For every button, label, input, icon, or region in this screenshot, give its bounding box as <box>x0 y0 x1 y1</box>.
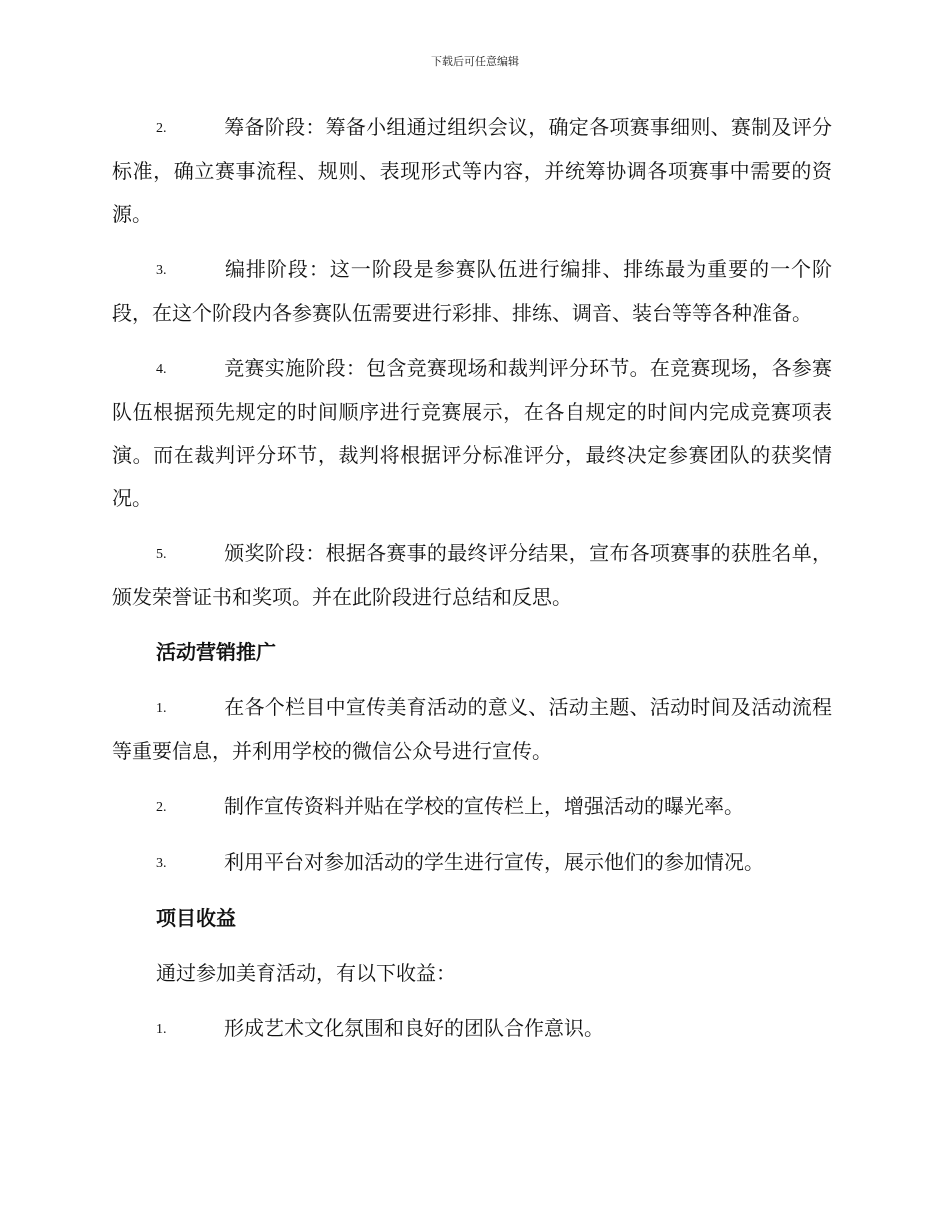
list-text: 利用平台对参加活动的学生进行宣传，展示他们的参加情况。 <box>224 850 764 874</box>
list-number: 1. <box>156 701 167 716</box>
list-text: 筹备阶段：筹备小组通过组织会议，确定各项赛事细则、赛制及评分标准，确立赛事流程、规则、表现形式等内容，并统筹协调各项赛事中需要的资源。 <box>112 115 832 226</box>
list-number: 5. <box>156 547 167 562</box>
list-item-stage-3 <box>112 248 832 335</box>
list-item-stage-5 <box>112 532 832 619</box>
list-item-marketing-3 <box>112 841 832 885</box>
list-number: 2. <box>156 121 167 136</box>
list-number: 3. <box>156 263 167 278</box>
list-text: 编排阶段：这一阶段是参赛队伍进行编排、排练最为重要的一个阶段，在这个阶段内各参赛队伍需要进行彩排、排练、调音、装台等等各种准备。 <box>112 257 832 325</box>
list-item-benefit-1 <box>112 1007 832 1051</box>
list-item-marketing-2 <box>112 785 832 829</box>
list-number: 3. <box>156 856 167 871</box>
benefit-intro: 通过参加美育活动，有以下收益： <box>156 961 456 985</box>
list-number: 2. <box>156 800 167 815</box>
page-header: 下载后可任意编辑 <box>431 55 519 68</box>
list-text: 竞赛实施阶段：包含竞赛现场和裁判评分环节。在竞赛现场，各参赛队伍根据预先规定的时间顺序进行竞赛展示，在各自规定的时间内完成竞赛项表演。而在裁判评分环节，裁判将根据评分标准评分，最终决定参赛团队的获奖情况。 <box>112 356 832 510</box>
section-heading-marketing: 活动营销推广 <box>156 640 276 664</box>
list-text: 形成艺术文化氛围和良好的团队合作意识。 <box>224 1016 604 1040</box>
list-text: 在各个栏目中宣传美育活动的意义、活动主题、活动时间及活动流程等重要信息，并利用学校的微信公众号进行宣传。 <box>112 695 832 763</box>
list-text: 颁奖阶段：根据各赛事的最终评分结果，宣布各项赛事的获胜名单，颁发荣誉证书和奖项。并在此阶段进行总结和反思。 <box>112 541 832 609</box>
list-item-marketing-1 <box>112 686 832 773</box>
list-number: 4. <box>156 362 167 377</box>
list-number: 1. <box>156 1022 167 1037</box>
list-text: 制作宣传资料并贴在学校的宣传栏上，增强活动的曝光率。 <box>224 794 744 818</box>
list-item-stage-4 <box>112 347 832 520</box>
section-heading-benefits: 项目收益 <box>156 906 236 930</box>
document-body <box>112 106 832 1063</box>
list-item-stage-2 <box>112 106 832 236</box>
